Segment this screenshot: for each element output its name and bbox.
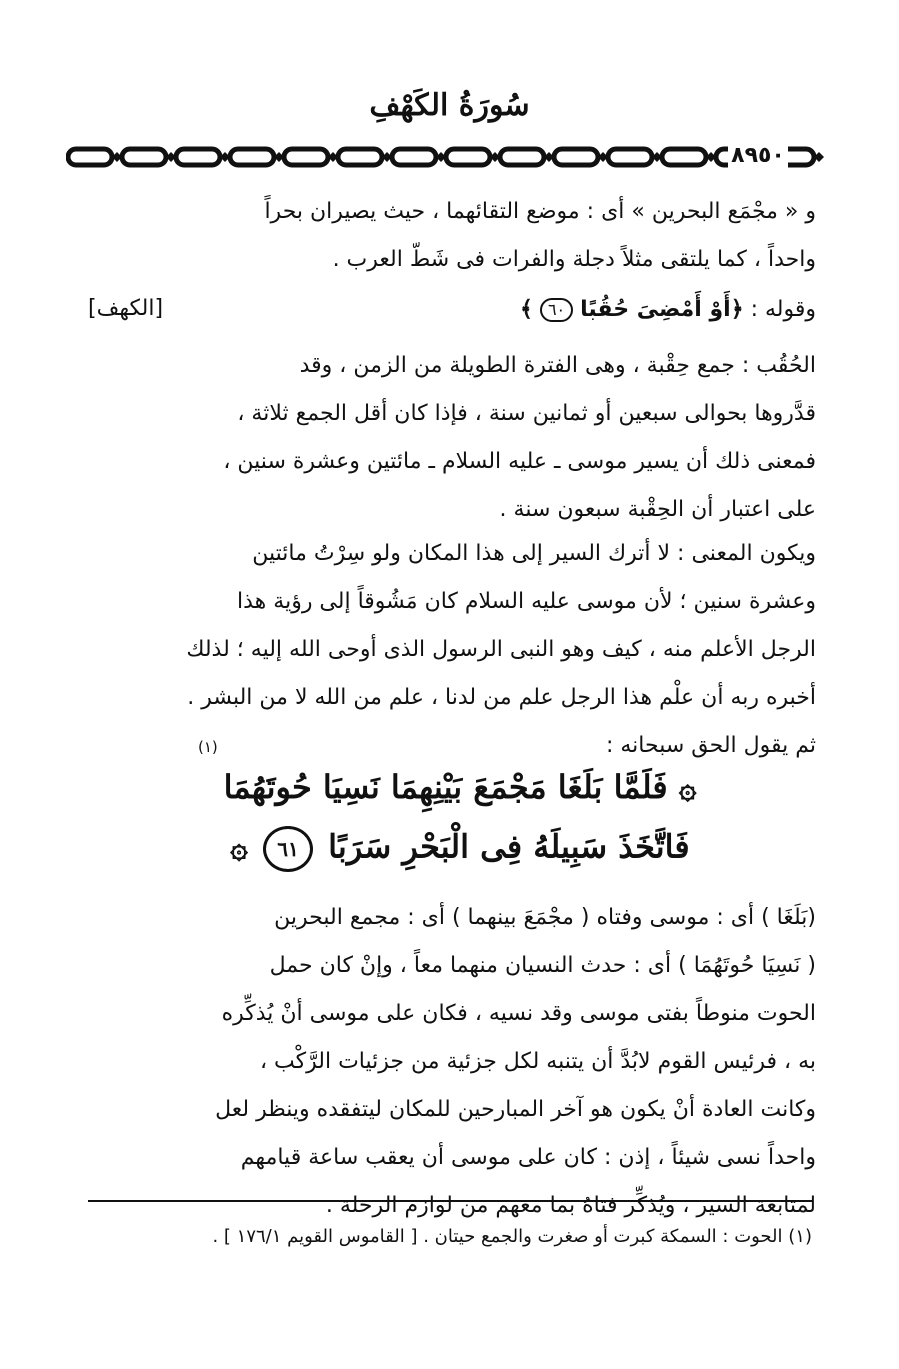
paragraph-3 xyxy=(76,342,816,534)
text-line: ويكون المعنى : لا أترك السير إلى هذا المكان ولو سِرْتُ مائتين xyxy=(252,541,816,566)
footnote-divider xyxy=(88,1200,812,1202)
decorative-border xyxy=(66,140,832,174)
border-link xyxy=(176,149,220,165)
verse-text: فَلَمَّا بَلَغَا مَجْمَعَ بَيْنِهِمَا نَسِيَا حُوتَهُمَا xyxy=(223,768,668,806)
text-line: الحوت منوطاً بفتى موسى وقد نسيه ، فكان على موسى أنْ يُذكِّره xyxy=(221,1001,816,1026)
surah-reference-label: [الكهف] xyxy=(88,296,164,321)
ayah-number-badge: ٦٠ xyxy=(540,298,573,322)
border-link xyxy=(446,149,490,165)
border-link xyxy=(554,149,598,165)
text-line: الرجل الأعلم منه ، كيف وهو النبى الرسول الذى أوحى الله إليه ؛ لذلك xyxy=(186,637,816,662)
quran-verse-line-2 xyxy=(180,826,740,872)
text-line: الحُقُب : جمع حِقْبة ، وهى الفترة الطويلة من الزمن ، وقد xyxy=(299,353,816,378)
verse-citation xyxy=(76,286,816,334)
text-line: وكانت العادة أنْ يكون هو آخر المبارحين للمكان ليتفقده وينظر لعل xyxy=(215,1097,816,1122)
border-link xyxy=(122,149,166,165)
citation-verse: ﴿أَوْ أَمْضِىَ حُقُبًا xyxy=(580,297,744,322)
border-link xyxy=(230,149,274,165)
text-line: وعشرة سنين ؛ لأن موسى عليه السلام كان مَشُوقاً إلى رؤية هذا xyxy=(237,589,816,614)
border-link xyxy=(68,149,112,165)
text-line: به ، فرئيس القوم لابُدَّ أن يتنبه لكل جزئية من جزئيات الرَّكْب ، xyxy=(259,1049,816,1074)
ayah-number-mark: ٦١ xyxy=(263,826,313,872)
verse-text: فَاتَّخَذَ سَبِيلَهُ فِى الْبَحْرِ سَرَبًا xyxy=(328,827,690,866)
text-line: لمتابعة السير ، ويُذكِّر فتاهُ بما معهم من لوازم الرحلة . xyxy=(325,1193,816,1218)
page-number: ٨٩٥٠ xyxy=(728,141,788,171)
text-line: فمعنى ذلك أن يسير موسى ـ عليه السلام ـ مائتين وعشرة سنين ، xyxy=(223,449,816,474)
border-link xyxy=(662,149,706,165)
text-line: و « مجْمَع البحرين » أى : موضع التقائهما ، حيث يصيران بحراً xyxy=(264,199,816,224)
citation-verse-end: ﴾ xyxy=(520,297,533,322)
text-line: (بَلَغَا ) أى : موسى وفتاه ( مجْمَعَ بينهما ) أى : مجمع البحرين xyxy=(274,905,816,930)
citation-intro: وقوله : xyxy=(750,297,816,322)
paragraph-5 xyxy=(76,722,816,770)
border-link xyxy=(500,149,544,165)
text-line: على اعتبار أن الحِقْبة سبعون سنة . xyxy=(499,497,816,522)
border-link xyxy=(392,149,436,165)
paragraph-6 xyxy=(76,894,816,1230)
text-line: أخبره ربه أن علْم هذا الرجل علم من لدنا ، علم من الله لا من البشر . xyxy=(187,685,816,710)
border-link xyxy=(284,149,328,165)
footnote: (١) الحوت : السمكة كبرت أو صغرت والجمع حيتان . [ القاموس القويم ١٧٦/١ ] . xyxy=(212,1226,812,1247)
border-link xyxy=(608,149,652,165)
text-line: ثم يقول الحق سبحانه : xyxy=(605,733,816,758)
footnote-reference: (١) xyxy=(198,738,218,756)
surah-title: سُورَةُ الكَهْفِ xyxy=(369,88,530,123)
text-line: قدَّروها بحوالى سبعين أو ثمانين سنة ، فإذا كان أقل الجمع ثلاثة ، xyxy=(237,401,816,426)
verse-close-ornament: ۞ xyxy=(230,830,248,866)
paragraph-1 xyxy=(76,188,816,284)
text-line: ( نَسِيَا حُوتَهُمَا ) أى : حدث النسيان منهما معاً ، وإنْ كان حمل xyxy=(269,953,816,978)
text-line: واحداً ، كما يلتقى مثلاً دجلة والفرات فى شَطّ العرب . xyxy=(332,247,816,272)
text-line: واحداً نسى شيئاً ، إذن : كان على موسى أن يعقب ساعة قيامهم xyxy=(240,1145,816,1170)
border-link xyxy=(338,149,382,165)
chain-border-ornament xyxy=(66,140,832,174)
paragraph-4 xyxy=(76,530,816,722)
quran-verse-line-1 xyxy=(180,768,740,806)
verse-open-ornament: ۞ xyxy=(678,771,697,806)
